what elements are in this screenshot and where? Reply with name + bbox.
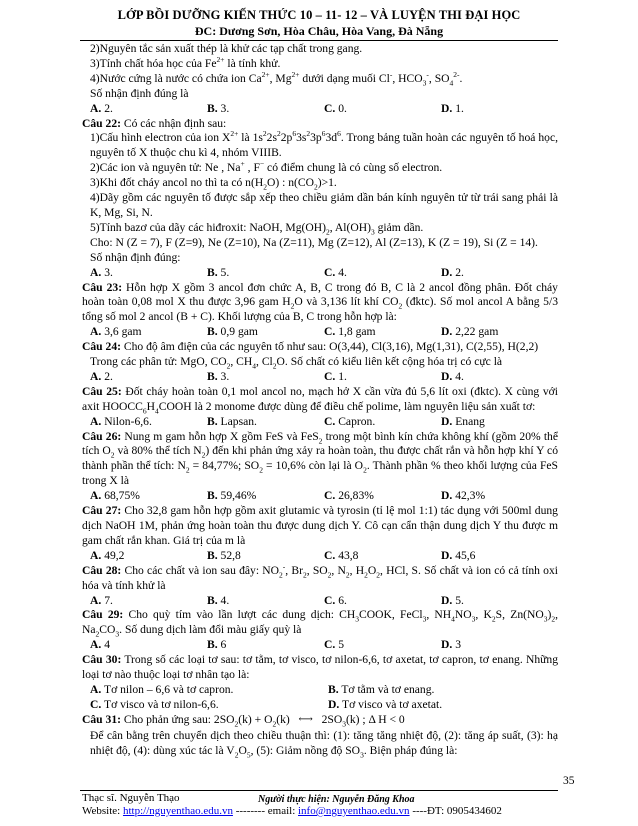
option-b[interactable]: B. 4. [207,593,230,607]
q31-conditions: Để cân bằng trên chuyển dịch theo chiều thuận thì: (1): tăng tăng nhiệt độ, (2): tăng áp suất, (3): hạ nhiệt độ, (4): dùng xúc tác là $V_2O_5$, (5): Giảm nồng độ $SO_3$. Biện pháp đúng là: [90,728,558,759]
option-a[interactable]: A. Tơ nilon – 6,6 và tơ capron. [90,682,234,696]
q21-statement-3: 3)Tính chất hóa học của $Fe^{2+}$ là tính khử. [90,55,281,70]
option-c[interactable]: C. 4. [324,265,347,279]
footer-teacher: Thạc sĩ. Nguyễn Thạo [82,792,180,804]
website-link[interactable]: http://nguyenthao.edu.vn [122,805,233,817]
q29-stem: Câu 29: Cho quỳ tím vào lần lượt các dung dịch: $CH_3COOK$, FeCl$_3$, $NH_4NO_3$, $K_2S$, $Zn(NO_3)_2$, $Na_2CO_3$. Số dung dịch làm đổi màu giấy quỳ là [82,608,558,639]
option-d[interactable]: D. Tơ visco và tơ axetat. [328,697,443,711]
option-b[interactable]: B. 59,46% [207,489,257,503]
option-b[interactable]: B. Lapsan. [207,414,257,428]
q27-stem: Câu 27: Cho 32,8 gam hỗn hợp gồm axit glutamic và tyrosin (tỉ lệ mol 1:1) tác dụng với 500ml dung dịch NaOH 1M, phản ứng hoàn toàn thu được dung dịch Y. Cô cạn cẩn thận dung dịch Y thu được m gam chất rắn khan. Giá trị của m là [82,504,558,547]
header-title: LỚP BỒI DƯỠNG KIẾN THỨC 10 – 11- 12 – VÀ LUYỆN THI ĐẠI HỌC [117,8,521,22]
option-b[interactable]: B. 3. [207,101,230,115]
q27-options [82,549,558,564]
footer-divider [80,790,558,791]
option-b[interactable]: B. 3. [207,369,230,383]
option-a[interactable]: A. 68,75% [90,489,140,503]
q23-options [82,325,558,340]
option-c[interactable]: C. 1,8 gam [324,325,376,339]
q25-stem: Câu 25: Đốt cháy hoàn toàn 0,1 mol ancol no, mạch hở X cần vừa đủ 5,6 lít oxi (đktc). X cùng với axit $HOOCC_6H_4COOH$ là 2 monome được dùng để điều chế polime, làm nguyên liệu sản xuất tơ: [82,384,558,416]
q21-count-prompt: Số nhận định đúng là [90,86,189,100]
q22-statement-4: 4)Dãy gồm các nguyên tố được sắp xếp theo chiều giảm dần bán kính nguyên tử từ trái sang phải là K, Mg, Si, N. [90,191,558,219]
q21-options [82,102,558,117]
email-link[interactable]: info@nguyenthao.edu.vn [298,805,410,817]
q28-options [82,594,558,609]
footer-author: Người thực hiện: Nguyễn Đăng Khoa [258,794,415,805]
q21-statement-4: 4)Nước cứng là nước có chứa ion $Ca^{2+}$, $Mg^{2+}$ dưới dạng muối Cl-, $HCO_3^-$, $SO_4^{2-}$. [90,69,463,88]
option-a[interactable]: A. 2. [90,101,113,115]
header-divider [80,40,558,41]
document-body [82,42,558,759]
website-label: Website: [82,805,123,817]
option-d[interactable]: D. 1. [441,101,464,115]
option-d[interactable]: D. 42,3% [441,489,486,503]
option-b[interactable]: B. 5. [207,265,230,279]
q24-question: Trong các phân tử: MgO, $CO_2$, $CH_4$, $Cl_2O$. Số chất có kiểu liên kết cộng hóa trị có cực là [90,355,503,371]
phone-text: ----ĐT: 0905434602 [409,805,502,817]
option-a[interactable]: A. 4 [90,638,110,652]
q22-statement-1: 1)Cấu hình electron của ion $X^{2+}$ là $1s^22s^22p^63s^23p^63d^6$. Trong bảng tuần hoàn các nguyên tố hoá học, nguyên tố X thuộc chu kì 4, nhóm VIIIB. [90,129,558,160]
q29-options [82,638,558,653]
option-a[interactable]: A. 49,2 [90,548,125,562]
q30-options-row-1 [82,683,558,698]
option-b[interactable]: B. Tơ tằm và tơ enang. [328,682,435,696]
q21-statement-2: 2)Nguyên tắc sản xuất thép là khử các tạp chất trong gang. [90,42,363,55]
q25-options [82,415,558,430]
option-d[interactable]: D. 45,6 [441,548,476,562]
q30-options-row-2 [82,698,558,713]
option-c[interactable]: C. 5 [324,638,344,652]
q22-statement-3: 3)Khi đốt cháy ancol no thì ta có $n(H_2O)$ : $n(CO_2)>1$. [90,176,337,192]
option-c[interactable]: C. Tơ visco và tơ nilon-6,6. [90,697,219,711]
q26-stem: Câu 26: Nung m gam hỗn hợp X gồm FeS và FeS$_2$ trong một bình kín chứa không khí (gồm 20% thể tích $O_2$ và 80% thể tích $N_2$) đến khi phản ứng xảy ra hoàn toàn, thu được chất rắn và hỗn hợp khí Y có thành phần thể tích: $N_2 = 84,77\%$; $SO_2 = 10,6\%$ còn lại là $O_2$. Thành phần % theo khối lượng của FeS trong X là [82,429,558,488]
q23-stem: Câu 23: Hỗn hợp X gồm 3 ancol đơn chức A, B, C trong đó B, C là 2 ancol đồng phân. Đốt cháy hoàn toàn 0,08 mol X thu được 3,96 gam $H_2O$ và 3,136 lít khí $CO_2$ (đktc). Số mol ancol A bằng 5/3 tổng số mol 2 ancol (B + C). Khối lượng của B, C trong hỗn hợp là: [82,280,558,324]
q22-statement-5: 5)Tính bazơ của dãy các hiđroxit: NaOH, $Mg(OH)_2$, $Al(OH)_3$ giảm dần. [90,220,424,237]
q22-count-prompt: Số nhận định đúng: [90,250,181,264]
option-c[interactable]: C. Capron. [324,414,376,428]
option-c[interactable]: C. 26,83% [324,489,374,503]
q30-stem: Câu 30: Trong số các loại tơ sau: tơ tằm, tơ visco, tơ nilon-6,6, tơ axetat, tơ capron, tơ enang. Những loại tơ nào thuộc loại tơ nhân tạo là: [82,653,558,682]
option-b[interactable]: B. 6 [207,638,227,652]
q31-stem: Câu 31: Cho phản ứng sau: $2SO_2(k) + O_2(k)$ ⟷ $2SO_3(k)$ ; Δ H < 0 [82,712,405,729]
option-d[interactable]: D. 3 [441,638,461,652]
option-b[interactable]: B. 52,8 [207,548,241,562]
email-label: -------- email: [232,805,298,817]
option-c[interactable]: C. 43,8 [324,548,359,562]
footer-line-1 [82,792,558,804]
q22-options [82,266,558,281]
q22-stem: Câu 22: Có các nhận định sau: [82,116,227,130]
option-a[interactable]: A. Nilon-6,6. [90,414,152,428]
option-a[interactable]: A. 7. [90,593,113,607]
q28-stem: Câu 28: Cho các chất và ion sau đây: $NO_2^-$, $Br_2$, $SO_2$, $N_2$, $H_2O_2$, HCl, S. Số chất và ion có cả tính oxi hóa và tính khử là [82,561,558,592]
option-d[interactable]: D. 2,22 gam [441,325,499,339]
option-b[interactable]: B. 0,9 gam [207,325,258,339]
footer-line-2 [82,805,558,817]
option-c[interactable]: C. 6. [324,593,347,607]
option-a[interactable]: A. 3. [90,265,113,279]
equilibrium-arrow-icon: ⟷ [298,713,313,725]
option-d[interactable]: D. 2. [441,265,464,279]
option-d[interactable]: D. 5. [441,593,464,607]
option-c[interactable]: C. 0. [324,101,347,115]
option-c[interactable]: C. 1. [324,369,347,383]
option-d[interactable]: D. Enang [441,414,485,428]
header-address: ĐC: Dương Sơn, Hòa Châu, Hòa Vang, Đà Nẵng [194,24,444,38]
q22-statement-2: 2)Các ion và nguyên tử: Ne , Na+ , F− có điểm chung là có cùng số electron. [90,159,443,175]
page-number: 35 [563,775,575,787]
q26-options [82,489,558,504]
option-a[interactable]: A. 3,6 gam [90,325,142,339]
option-d[interactable]: D. 4. [441,369,464,383]
option-a[interactable]: A. 2. [90,369,113,383]
q24-options [82,370,558,385]
q24-stem: Câu 24: Cho độ âm điện của các nguyên tố như sau: O(3,44), Cl(3,16), Mg(1,31), C(2,55), H(2,2) [82,340,539,354]
q22-note: Cho: N (Z = 7), F (Z=9), Ne (Z=10), Na (Z=11), Mg (Z=12), Al (Z=13), K (Z = 19), Si (Z = 14). [90,235,538,249]
